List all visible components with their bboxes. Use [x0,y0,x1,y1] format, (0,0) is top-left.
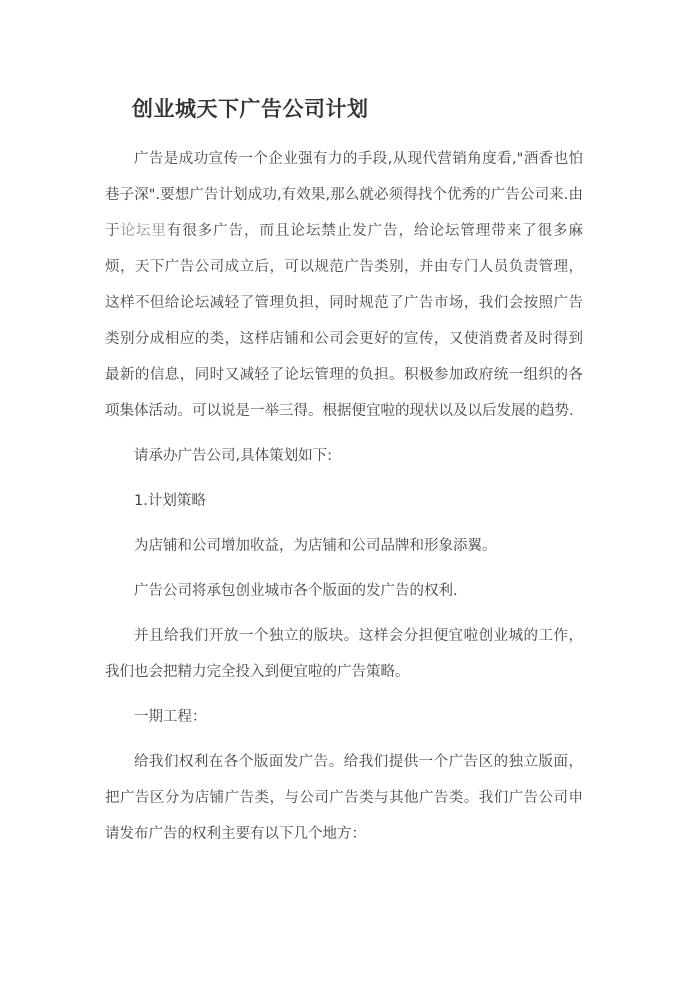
paragraph-rights: 给我们权利在各个版面发广告。给我们提供一个广告区的独立版面，把广告区分为店铺广告类，与公司广告类与其他广告类。我们广告公司申请发布广告的权利主要有以下几个地方： [105,754,583,842]
paragraph-phase-one-heading: 一期工程： [134,709,207,725]
document-title: 创业城天下广告公司计划 [132,97,369,121]
paragraph-request: 请承办广告公司,具体策划如下: [134,448,332,464]
paragraph-benefit: 为店铺和公司增加收益，为店铺和公司品牌和形象添翼。 [134,538,497,554]
paragraph-intro [105,141,583,429]
paragraph-plan-heading: 1.计划策略 [134,493,206,509]
muted-term-forum: 论坛里 [120,223,167,239]
paragraph-contract: 广告公司将承包创业城市各个版面的发广告的权利. [134,583,458,599]
intro-text-part-2: 有很多广告，而且论坛禁止发广告，给论坛管理带来了很多麻烦，天下广告公司成立后，可以规范广告类别，并由专门人员负责管理，这样不但给论坛减轻了管理负担，同时规范了广告市场，我们会按照广告类别分成相应的类，这样店铺和公司会更好的宣传，又使消费者及时得到最新的信息，同时又减轻了论坛管理的负担。积极参加政府统一组织的各项集体活动。可以说是一举三得。根据便宜啦的现状以及以后发展的趋势. [105,223,584,419]
paragraph-independent-board: 并且给我们开放一个独立的版块。这样会分担便宜啦创业城的工作，我们也会把精力完全投入到便宜啦的广告策略。 [105,628,583,680]
intro-text-part-1: 广告是成功宣传一个企业强有力的手段,从现代营销角度看,"酒香也怕巷子深".要想广告计划成功,有效果,那么就必须得找个优秀的广告公司来.由于 [105,151,583,239]
